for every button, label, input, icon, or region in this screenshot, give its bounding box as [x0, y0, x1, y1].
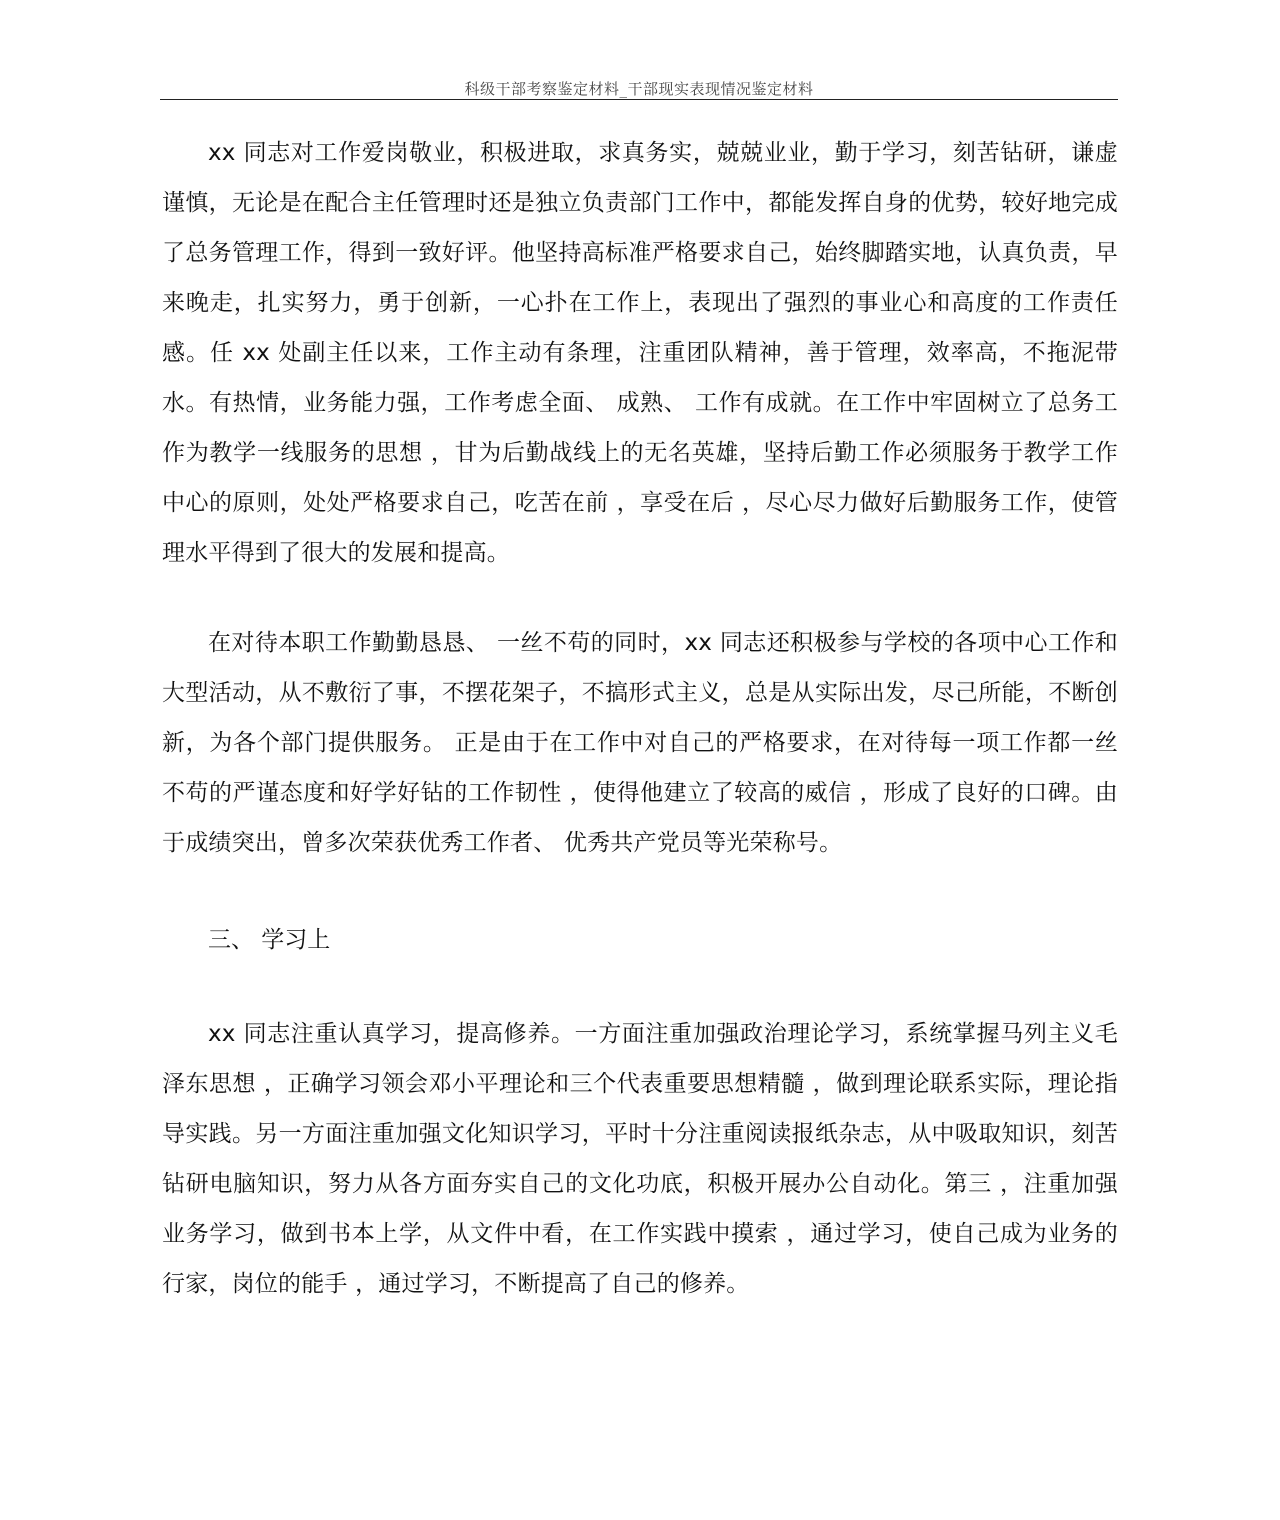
header-divider: [160, 99, 1118, 100]
running-header: 科级干部考察鉴定材料_干部现实表现情况鉴定材料: [464, 80, 814, 98]
paragraph-participation: 在对待本职工作勤勤恳恳、 一丝不苟的同时，xx 同志还积极参与学校的各项中心工作和大型活动，从不敷衍了事，不摆花架子，不搞形式主义，总是从实际出发，尽己所能，不断创新，为各个部门提供服务。 正是由于在工作中对自己的严格要求，在对待每一项工作都一丝不苟的严谨态度和好学好钻的工作韧性 ，使得他建立了较高的威信 ，形成了良好的口碑。由于成绩突出，曾多次荣获优秀工作者、 优秀共产党员等光荣称号。: [162, 630, 1118, 856]
paragraph-work-attitude: xx 同志对工作爱岗敬业，积极进取，求真务实，兢兢业业，勤于学习，刻苦钻研，谦虚谨慎，无论是在配合主任管理时还是独立负责部门工作中，都能发挥自身的优势，较好地完成了总务管理工作，得到一致好评。他坚持高标准严格要求自己，始终脚踏实地，认真负责，早来晚走，扎实努力，勇于创新，一心扑在工作上，表现出了强烈的事业心和高度的工作责任感。任 xx 处副主任以来，工作主动有条理，注重团队精神，善于管理，效率高，不拖泥带水。有热情，业务能力强，工作考虑全面、 成熟、 工作有成就。在工作中牢固树立了总务工作为教学一线服务的思想 ，甘为后勤战线上的无名英雄，坚持后勤工作必须服务于教学工作中心的原则，处处严格要求自己，吃苦在前 ，享受在后 ，尽心尽力做好后勤服务工作，使管理水平得到了很大的发展和提高。: [162, 140, 1118, 566]
document-body: [162, 128, 1118, 1309]
section-heading-study: 三、 学习上: [208, 927, 331, 953]
paragraph-study: xx 同志注重认真学习，提高修养。一方面注重加强政治理论学习，系统掌握马列主义毛泽东思想 ，正确学习领会邓小平理论和三个代表重要思想精髓 ，做到理论联系实际，理论指导实践。另一方面注重加强文化知识学习，平时十分注重阅读报纸杂志，从中吸取知识，刻苦钻研电脑知识，努力从各方面夯实自己的文化功底，积极开展办公自动化。第三 ，注重加强业务学习，做到书本上学，从文件中看，在工作实践中摸索 ，通过学习，使自己成为业务的行家，岗位的能手 ，通过学习，不断提高了自己的修养。: [162, 1021, 1118, 1297]
